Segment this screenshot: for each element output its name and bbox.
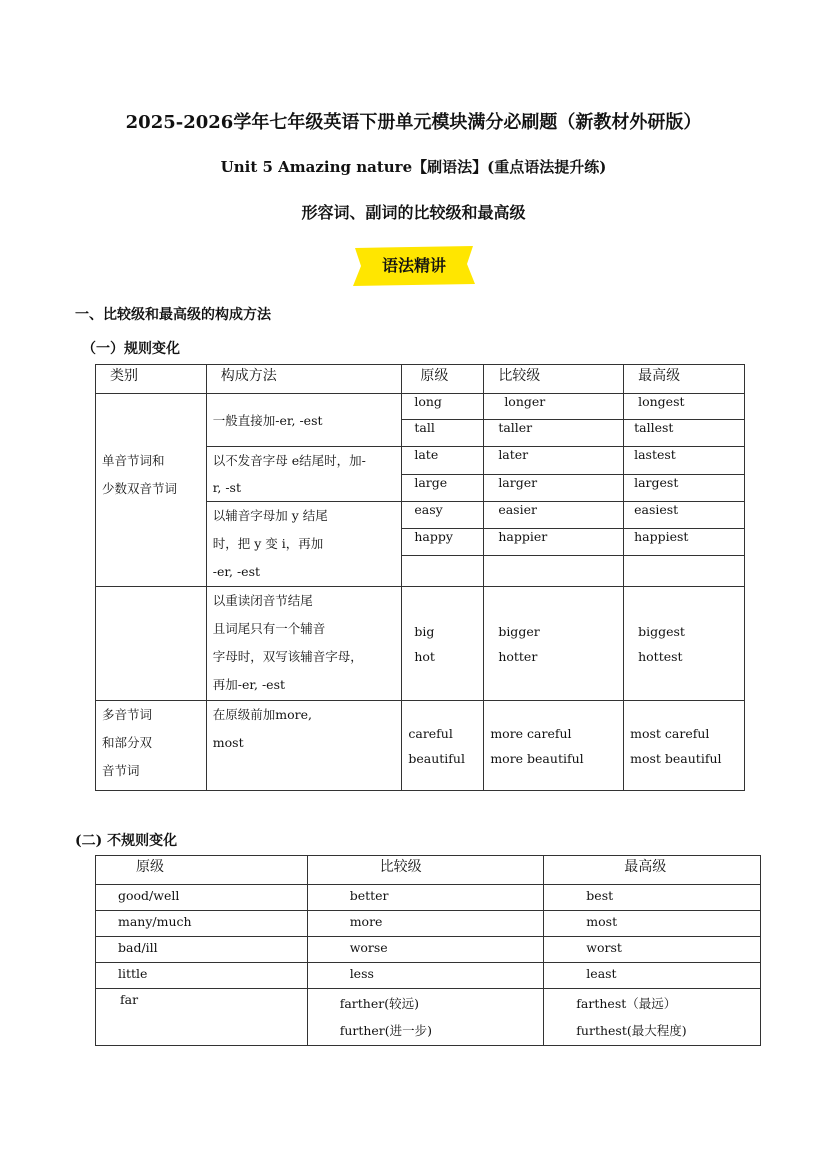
comparative-cell: less xyxy=(307,963,544,989)
irregular-table xyxy=(95,855,761,1046)
category-line: 单音节词和 xyxy=(102,453,165,468)
word: beautiful xyxy=(408,750,465,766)
irregular-heading: (二) 不规则变化 xyxy=(75,833,178,849)
rule-line: r, -st xyxy=(212,480,241,495)
rule-line: 字母时，双写该辅音字母， xyxy=(212,649,363,664)
comparative-cell: larger xyxy=(484,474,624,502)
word: most beautiful xyxy=(630,750,722,766)
table-row xyxy=(96,394,745,420)
category-line: 多音节词 xyxy=(102,707,153,722)
base-cell: happy xyxy=(402,528,484,555)
header-cell: 比较级 xyxy=(484,365,624,394)
base-cell: little xyxy=(96,963,308,989)
table-header-row xyxy=(96,365,745,394)
superlative-cell: largest xyxy=(624,474,745,502)
rule-line: 以重读闭音节结尾 xyxy=(212,593,313,608)
base-cell: many/much xyxy=(96,911,308,937)
comparative-cell: more xyxy=(307,911,544,937)
rule-cell xyxy=(206,587,402,701)
base-cell: large xyxy=(402,474,484,502)
word: farthest（最远） xyxy=(576,996,677,1011)
regular-table xyxy=(95,364,745,791)
banner-label: 语法精讲 xyxy=(381,256,446,275)
superlative-cell: least xyxy=(544,963,761,989)
rule-cell xyxy=(206,447,402,502)
table-row xyxy=(96,587,745,701)
rule-line: 以辅音字母加 y 结尾 xyxy=(212,508,328,523)
header-cell: 原级 xyxy=(96,856,308,885)
base-cell: late xyxy=(402,447,484,475)
word: hottest xyxy=(638,648,683,664)
table-header-row xyxy=(96,856,761,885)
category-single-syllable xyxy=(96,394,207,587)
superlative-cell: tallest xyxy=(624,420,745,447)
word: hotter xyxy=(498,648,538,664)
rule-line: -er, -est xyxy=(212,564,261,579)
word: more careful xyxy=(490,725,572,741)
word: biggest xyxy=(638,623,685,639)
superlative-cell: most xyxy=(544,911,761,937)
superlative-cell: longest xyxy=(624,394,745,420)
superlative-cell: lastest xyxy=(624,447,745,475)
word: bigger xyxy=(498,623,540,639)
document-subtitle: Unit 5 Amazing nature【刷语法】(重点语法提升练) xyxy=(220,158,607,176)
table-row xyxy=(96,701,745,791)
base-cell: far xyxy=(96,989,308,1046)
base-cell: good/well xyxy=(96,885,308,911)
word: further(进一步) xyxy=(339,1023,433,1038)
comparative-cell: later xyxy=(484,447,624,475)
word: hot xyxy=(414,648,435,664)
header-cell: 最高级 xyxy=(544,856,761,885)
superlative-cell: best xyxy=(544,885,761,911)
category-continued xyxy=(96,587,207,701)
base-cell: easy xyxy=(402,502,484,529)
word: more beautiful xyxy=(490,750,584,766)
header-cell: 原级 xyxy=(402,365,484,394)
word: big xyxy=(414,623,435,639)
comparative-cell: worse xyxy=(307,937,544,963)
base-cell xyxy=(402,587,484,701)
table-row xyxy=(96,989,761,1046)
base-cell: long xyxy=(402,394,484,420)
document-title: 2025-2026学年七年级英语下册单元模块满分必刷题（新教材外研版） xyxy=(125,112,702,133)
table-row xyxy=(96,963,761,989)
grammar-banner xyxy=(349,244,479,288)
section-heading: 一、比较级和最高级的构成方法 xyxy=(75,307,271,323)
header-cell: 构成方法 xyxy=(206,365,402,394)
superlative-cell xyxy=(624,701,745,791)
rule-line: 时，把 y 变 i，再加 xyxy=(212,536,324,551)
comparative-cell xyxy=(484,701,624,791)
base-cell xyxy=(402,701,484,791)
empty-cell xyxy=(402,555,484,586)
rule-line: most xyxy=(212,735,244,750)
base-cell: tall xyxy=(402,420,484,447)
regular-heading: （一）规则变化 xyxy=(82,341,180,357)
rule-line: 以不发音字母 e结尾时，加- xyxy=(212,453,366,468)
topic-title: 形容词、副词的比较级和最高级 xyxy=(301,203,526,222)
comparative-cell: better xyxy=(307,885,544,911)
comparative-cell: easier xyxy=(484,502,624,529)
rule-line: 再加-er, -est xyxy=(212,677,286,692)
table-row xyxy=(96,885,761,911)
header-cell: 最高级 xyxy=(624,365,745,394)
comparative-cell xyxy=(484,587,624,701)
category-line: 音节词 xyxy=(102,763,140,778)
table-row xyxy=(96,937,761,963)
rule-line: 在原级前加more, xyxy=(212,707,313,722)
rule-cell: 一般直接加-er, -est xyxy=(206,394,402,447)
superlative-cell xyxy=(544,989,761,1046)
table-row xyxy=(96,911,761,937)
comparative-cell: longer xyxy=(484,394,624,420)
rule-line: 且词尾只有一个辅音 xyxy=(212,621,326,636)
category-multi-syllable xyxy=(96,701,207,791)
comparative-cell: taller xyxy=(484,420,624,447)
comparative-cell: happier xyxy=(484,528,624,555)
word: farther(较远) xyxy=(339,996,419,1011)
superlative-cell xyxy=(624,587,745,701)
base-cell: bad/ill xyxy=(96,937,308,963)
empty-cell xyxy=(484,555,624,586)
rule-cell xyxy=(206,701,402,791)
word: most careful xyxy=(630,725,710,741)
category-line: 少数双音节词 xyxy=(102,481,178,496)
header-cell: 类别 xyxy=(96,365,207,394)
word: furthest(最大程度) xyxy=(576,1023,687,1038)
superlative-cell: worst xyxy=(544,937,761,963)
rule-cell xyxy=(206,502,402,587)
empty-cell xyxy=(624,555,745,586)
category-line: 和部分双 xyxy=(102,735,153,750)
superlative-cell: easiest xyxy=(624,502,745,529)
header-cell: 比较级 xyxy=(307,856,544,885)
word: careful xyxy=(408,725,453,741)
comparative-cell xyxy=(307,989,544,1046)
superlative-cell: happiest xyxy=(624,528,745,555)
